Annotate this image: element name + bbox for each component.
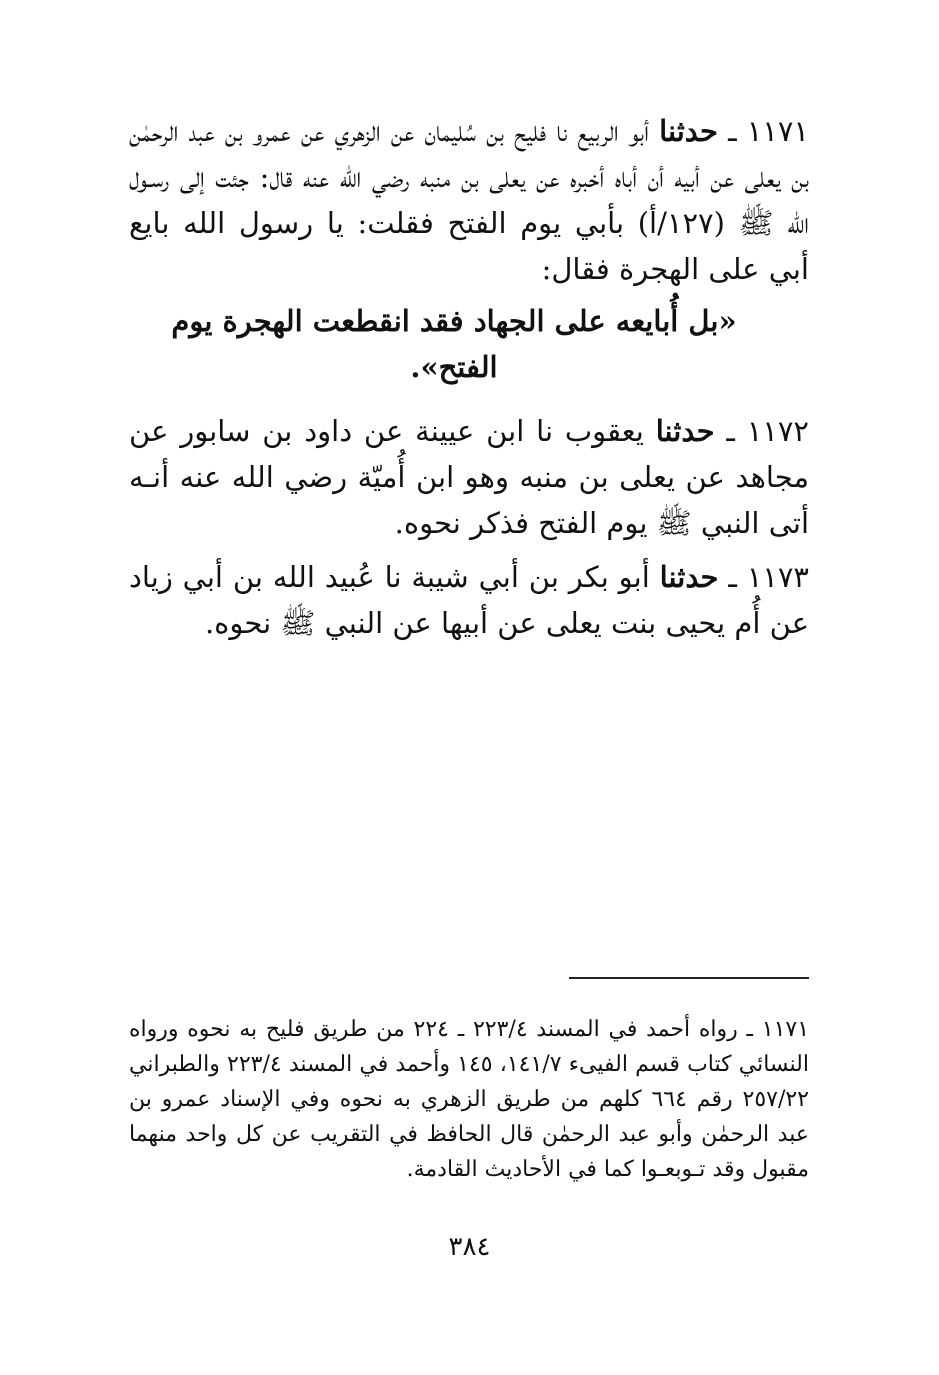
number-separator: ـ <box>737 1017 762 1042</box>
hadith-keyword: حدثنا <box>655 414 715 448</box>
number-separator: ـ <box>717 114 747 148</box>
prophetic-quote: «بل أُبايعه على الجهاد فقد انقطعت الهجرة يوم الفتح». <box>171 304 737 384</box>
hadith-text: أبو الربيع نا فليح بن سُليمان عن الزهري عن عمرو بن عبد الرحمٰن بن يعلى عن أبيه أن أباه أخبره عن يعلى بن منبه رضي الله عنه قال: جئت إلى رسـول الله ﷺ (١٢٧/أ) بأبي يوم الفتح فقلت: يا رسول الله بايع أبي على الهجرة فقال: <box>129 114 809 286</box>
hadith-number: ١١٧١ <box>746 114 810 148</box>
hadith-1173 <box>129 554 809 646</box>
number-separator: ـ <box>718 560 747 594</box>
page-number: ٣٨٤ <box>448 1232 491 1262</box>
footnote-divider <box>569 977 809 979</box>
footnote-1171 <box>129 1012 809 1187</box>
hadith-number: ١١٧٢ <box>746 414 810 448</box>
main-text <box>129 108 809 646</box>
hadith-number: ١١٧٣ <box>746 560 809 594</box>
footnotes <box>129 1012 809 1187</box>
hadith-1172 <box>129 408 809 546</box>
hadith-1171 <box>129 108 809 292</box>
hadith-text: يعقوب نا ابن عيينة عن داود بن سابور عن مجاهد عن يعلى بن منبه وهو ابن أُميّة رضي الله عنه أنـه أتى النبي ﷺ يوم الفتح فذكر نحوه. <box>129 414 809 540</box>
hadith-keyword: حدثنا <box>659 114 718 148</box>
hadith-keyword: حدثنا <box>659 560 719 594</box>
hadith-text: أبو بكر بن أبي شيبة نا عُبيد الله بن أبي زياد عن أُم يحيى بنت يعلى عن أبيها عن النبي ﷺ نحوه. <box>129 560 809 640</box>
footnote-number: ١١٧١ <box>761 1017 810 1042</box>
footnote-text: رواه أحمد في المسند ٢٢٣/٤ ـ ٢٢٤ من طريق فليح به نحوه ورواه النسائي كتاب قسم الفيىء ١٤١/٧، ١٤٥ وأحمد في المسند ٢٢٣/٤ والطبراني ٢٥٧/٢٢ رقم ٦٦٤ كلهم من طريق الزهري به نحوه وفي الإسناد عمرو بن عبد الرحمٰن وأبو عبد الرحمٰن قال الحافظ في التقريب عن كل واحد منهما مقبول وقد تـوبعـوا كما في الأحاديث القادمة. <box>129 1017 810 1182</box>
number-separator: ـ <box>714 414 747 448</box>
